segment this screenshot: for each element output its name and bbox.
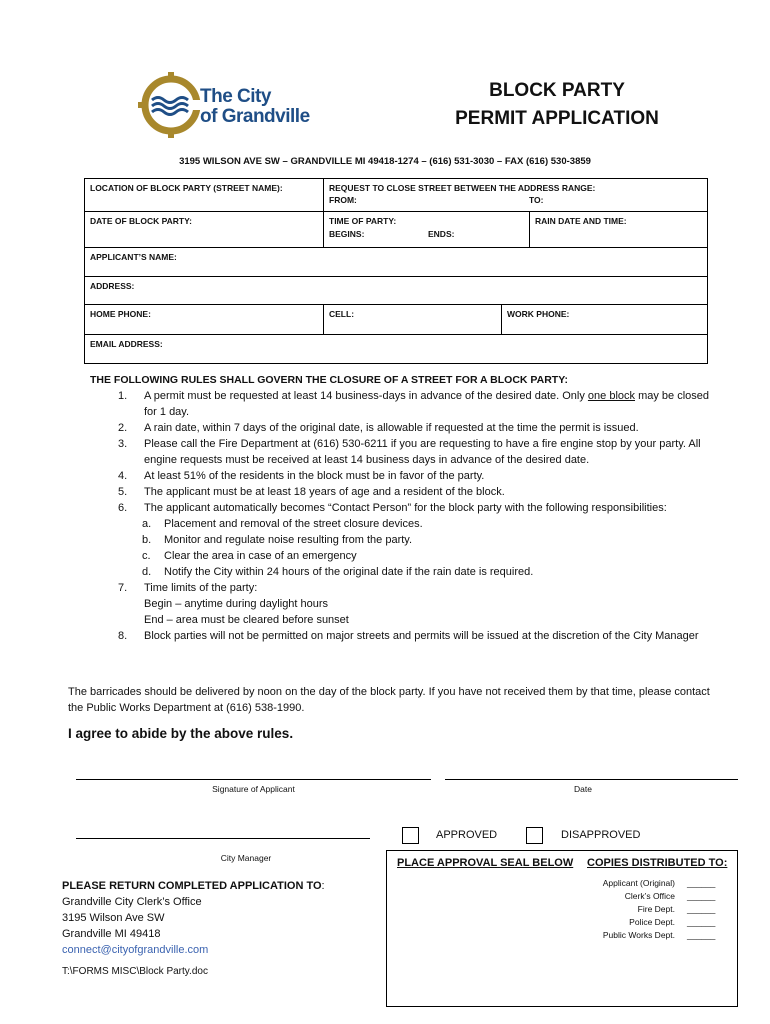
address-range-field[interactable]	[323, 179, 709, 211]
approved-label: APPROVED	[436, 829, 498, 841]
work-phone-label: WORK PHONE:	[507, 309, 570, 319]
return-title: PLEASE RETURN COMPLETED APPLICATION TO	[62, 880, 322, 892]
disapproved-label: DISAPPROVED	[561, 829, 641, 841]
distribution-list	[567, 877, 675, 942]
work-phone-field[interactable]	[501, 305, 709, 334]
form-row-date	[85, 212, 707, 248]
begins-label: BEGINS:	[329, 229, 365, 239]
form-row-applicant	[85, 248, 707, 277]
rules-title: THE FOLLOWING RULES SHALL GOVERN THE CLOSURE OF A STREET FOR A BLOCK PARTY:	[90, 374, 568, 386]
logo-line-1: The City	[200, 86, 271, 107]
applicant-signature-line[interactable]	[76, 779, 431, 780]
rule-8: 8. Block parties will not be permitted on major streets and permits will be issued at the discretion of the City Manager	[118, 630, 699, 642]
rules-section	[90, 372, 710, 644]
file-path-footer: T:\FORMS MISC\Block Party.doc	[62, 966, 208, 977]
form-row-email	[85, 335, 707, 364]
email-field[interactable]	[85, 335, 709, 364]
one-block-underline: one block	[587, 390, 636, 402]
approved-checkbox[interactable]	[402, 827, 419, 844]
time-label: TIME OF PARTY:	[329, 216, 397, 226]
distribution-blanks	[687, 877, 715, 942]
rain-date-field[interactable]	[529, 212, 709, 247]
form-row-phones	[85, 305, 707, 335]
dist-fire: Fire Dept.	[637, 904, 675, 914]
dist-police: Police Dept.	[629, 917, 675, 927]
blank-applicant[interactable]: ______	[687, 878, 716, 888]
return-line-2: 3195 Wilson Ave SW	[62, 912, 165, 924]
rule-7-begin: Begin – anytime during daylight hours	[144, 598, 329, 610]
dist-applicant: Applicant (Original)	[602, 878, 675, 888]
seal-heading: PLACE APPROVAL SEAL BELOW	[397, 857, 574, 869]
cell-label: CELL:	[329, 309, 355, 319]
party-date-field[interactable]	[85, 212, 323, 247]
title-line-1: BLOCK PARTY	[489, 80, 625, 101]
return-email-link[interactable]: connect@cityofgrandville.com	[62, 944, 209, 956]
barricade-note: The barricades should be delivered by noon on the day of the block party. If you have not received them by that time, please contact the Public Works Department at (616) 538-1990.	[68, 686, 710, 714]
blank-fire[interactable]: ______	[687, 904, 716, 914]
ends-label: ENDS:	[428, 229, 455, 239]
applicant-name-field[interactable]	[85, 248, 709, 276]
date-caption: Date	[574, 784, 592, 794]
request-label: REQUEST TO CLOSE STREET BETWEEN THE ADDRESS RANGE:	[329, 183, 596, 193]
rule-6b: b. Monitor and regulate noise resulting from the party.	[142, 534, 413, 546]
location-field[interactable]	[85, 179, 323, 211]
rule-6c: c. Clear the area in case of an emergency	[142, 550, 357, 562]
city-logo	[138, 72, 338, 138]
rule-6d: d. Notify the City within 24 hours of the original date if the rain date is required.	[142, 566, 534, 578]
city-address: 3195 WILSON AVE SW – GRANDVILLE MI 49418-1274 – (616) 531-3030 – FAX (616) 530-3859	[179, 156, 591, 167]
home-phone-field[interactable]	[85, 305, 323, 334]
rule-7-end: End – area must be cleared before sunset	[144, 614, 349, 626]
return-address-block: PLEASE RETURN COMPLETED APPLICATION TO: Grandville City Clerk’s Office 3195 Wilson Ave SW Grandville MI 49418 connect@cityofgrandville.com	[62, 880, 325, 956]
rule-5: 5. The applicant must be at least 18 years of age and a resident of the block.	[118, 486, 505, 498]
date-label: DATE OF BLOCK PARTY:	[90, 216, 192, 226]
location-label: LOCATION OF BLOCK PARTY (STREET NAME):	[90, 183, 283, 193]
form-row-location	[85, 179, 707, 212]
rule-2: 2. A rain date, within 7 days of the original date, is allowable if requested at the time the permit is issued.	[118, 422, 639, 434]
date-line[interactable]	[445, 779, 738, 780]
blank-clerk[interactable]: ______	[687, 891, 716, 901]
rain-label: RAIN DATE AND TIME:	[535, 216, 627, 226]
party-time-field[interactable]	[323, 212, 529, 247]
dist-clerk: Clerk’s Office	[624, 891, 675, 901]
blank-police[interactable]: ______	[687, 917, 716, 927]
logo-line-2: of Grandville	[200, 106, 310, 127]
disapproved-checkbox[interactable]	[526, 827, 543, 844]
to-label: TO:	[529, 195, 544, 205]
email-label: EMAIL ADDRESS:	[90, 339, 163, 349]
rule-6a: a. Placement and removal of the street closure devices.	[142, 518, 423, 530]
application-form	[84, 178, 708, 364]
copies-heading: COPIES DISTRIBUTED TO:	[587, 857, 728, 869]
return-line-3: Grandville MI 49418	[62, 928, 161, 940]
city-logo-emblem	[138, 72, 204, 138]
title-line-2: PERMIT APPLICATION	[455, 108, 659, 129]
applicant-label: APPLICANT’S NAME:	[90, 252, 177, 262]
address-label: ADDRESS:	[90, 281, 135, 291]
rule-3: 3. Please call the Fire Department at (616) 530-6211 if you are requesting to have a fire engine stop by your party. All engine requests must be received at least 14 business days in advance of the desired date.	[118, 438, 701, 466]
rule-4: 4. At least 51% of the residents in the block must be in favor of the party.	[118, 470, 485, 482]
agree-statement: I agree to abide by the above rules.	[68, 726, 294, 741]
form-row-address	[85, 277, 707, 305]
city-manager-caption: City Manager	[220, 853, 272, 863]
applicant-signature-caption: Signature of Applicant	[212, 784, 295, 794]
city-manager-signature-line[interactable]	[76, 838, 370, 839]
cell-phone-field[interactable]	[323, 305, 501, 334]
rules-list	[90, 388, 710, 644]
rule-7: 7. Time limits of the party:	[118, 582, 258, 594]
rule-1: 1. A permit must be requested at least 14 business-days in advance of the desired date. Only one block may be closed for 1 day.	[118, 390, 709, 418]
approval-seal-box	[386, 850, 738, 1007]
blank-public-works[interactable]: ______	[687, 930, 716, 940]
address-field[interactable]	[85, 277, 709, 304]
dist-public-works: Public Works Dept.	[602, 930, 675, 940]
from-label: FROM:	[329, 195, 357, 205]
rule-6: 6. The applicant automatically becomes “Contact Person” for the block party with the following responsibilities:	[118, 502, 667, 514]
home-phone-label: HOME PHONE:	[90, 309, 151, 319]
return-line-1: Grandville City Clerk’s Office	[62, 896, 202, 908]
